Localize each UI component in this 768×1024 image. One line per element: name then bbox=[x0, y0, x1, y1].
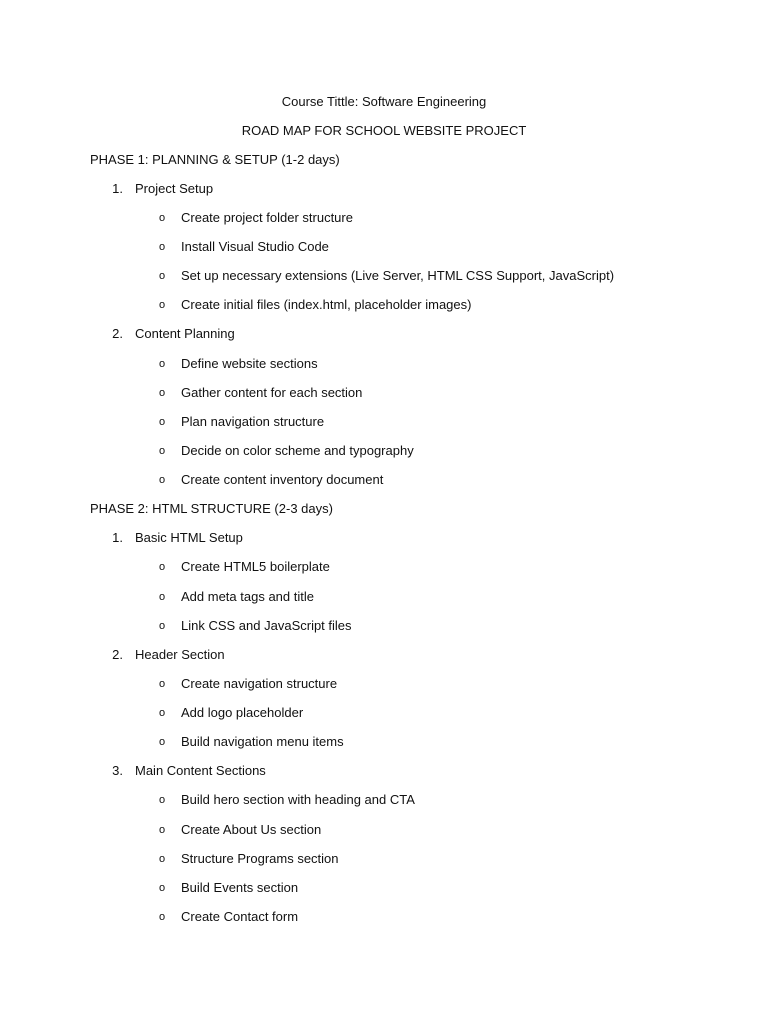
list-item-text: Create Contact form bbox=[181, 909, 299, 924]
list-item-text: Set up necessary extensions (Live Server, HTML CSS Support, JavaScript) bbox=[181, 268, 615, 283]
list-item-text: Gather content for each section bbox=[181, 385, 363, 400]
list-item-text: Structure Programs section bbox=[181, 851, 339, 866]
list-item-text: Define website sections bbox=[181, 356, 318, 371]
list-item-text: Build Events section bbox=[181, 880, 299, 895]
bullet-icon: o bbox=[158, 416, 166, 428]
bullet-icon: o bbox=[158, 882, 166, 894]
bullet-icon: o bbox=[158, 561, 166, 573]
bullet-icon: o bbox=[158, 387, 166, 399]
bullet-icon: o bbox=[158, 794, 166, 806]
list-item-text: Build navigation menu items bbox=[181, 734, 344, 749]
bullet-icon: o bbox=[158, 736, 166, 748]
bullet-icon: o bbox=[158, 445, 166, 457]
list-item-text: Create content inventory document bbox=[181, 472, 384, 487]
section-title: Header Section bbox=[135, 647, 225, 662]
bullet-icon: o bbox=[158, 911, 166, 923]
section-title: Basic HTML Setup bbox=[135, 530, 243, 545]
phase-1-title: PHASE 1: PLANNING & SETUP (1-2 days) bbox=[90, 152, 340, 167]
list-item-text: Create About Us section bbox=[181, 822, 322, 837]
bullet-icon: o bbox=[158, 212, 166, 224]
list-item-text: Create HTML5 boilerplate bbox=[181, 559, 330, 574]
bullet-icon: o bbox=[158, 299, 166, 311]
section-number: 2. bbox=[112, 647, 123, 662]
list-item-text: Add logo placeholder bbox=[181, 705, 304, 720]
section-title: Project Setup bbox=[135, 181, 214, 196]
document-heading: ROAD MAP FOR SCHOOL WEBSITE PROJECT bbox=[241, 123, 527, 138]
bullet-icon: o bbox=[158, 241, 166, 253]
section-title: Main Content Sections bbox=[135, 763, 266, 778]
list-item-text: Create project folder structure bbox=[181, 210, 353, 225]
bullet-icon: o bbox=[158, 474, 166, 486]
list-item-text: Create initial files (index.html, placeholder images) bbox=[181, 297, 472, 312]
course-title: Course Tittle: Software Engineering bbox=[281, 94, 487, 109]
bullet-icon: o bbox=[158, 358, 166, 370]
section-title: Content Planning bbox=[135, 326, 235, 341]
bullet-icon: o bbox=[158, 620, 166, 632]
bullet-icon: o bbox=[158, 270, 166, 282]
list-item-text: Decide on color scheme and typography bbox=[181, 443, 414, 458]
section-number: 1. bbox=[112, 530, 123, 545]
bullet-icon: o bbox=[158, 824, 166, 836]
phase-2-title: PHASE 2: HTML STRUCTURE (2-3 days) bbox=[90, 501, 333, 516]
bullet-icon: o bbox=[158, 707, 166, 719]
bullet-icon: o bbox=[158, 591, 166, 603]
list-item-text: Build hero section with heading and CTA bbox=[181, 792, 415, 807]
list-item-text: Create navigation structure bbox=[181, 676, 338, 691]
bullet-icon: o bbox=[158, 853, 166, 865]
list-item-text: Link CSS and JavaScript files bbox=[181, 618, 352, 633]
section-number: 1. bbox=[112, 181, 123, 196]
list-item-text: Plan navigation structure bbox=[181, 414, 325, 429]
list-item-text: Add meta tags and title bbox=[181, 589, 314, 604]
list-item-text: Install Visual Studio Code bbox=[181, 239, 329, 254]
section-number: 3. bbox=[112, 763, 123, 778]
section-number: 2. bbox=[112, 326, 123, 341]
bullet-icon: o bbox=[158, 678, 166, 690]
